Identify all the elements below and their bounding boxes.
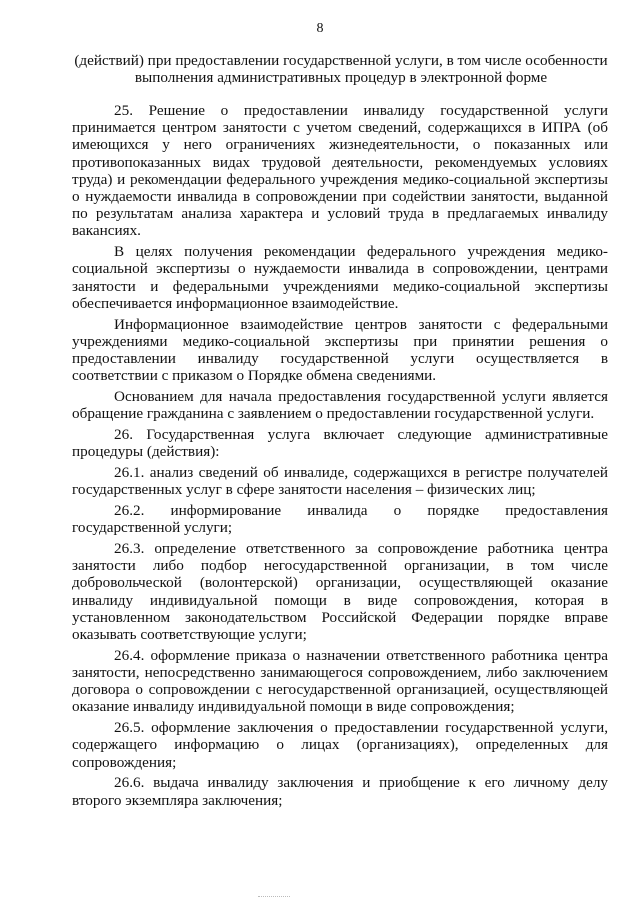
page-number: 8 (316, 21, 324, 36)
paragraph-26-1: 26.1. анализ сведений об инвалиде, содержащихся в регистре получателей государственных услуг в сфере занятости населения – физических лиц; (72, 464, 608, 499)
document-body (72, 102, 608, 812)
paragraph-basis: Основанием для начала предоставления государственной услуги является обращение гражданина с заявлением о предоставлении государственной услуги. (72, 388, 608, 423)
section-heading: (действий) при предоставлении государственной услуги, в том числе особенности выполнения административных процедур в электронной форме (74, 52, 608, 87)
paragraph-26-2: 26.2. информирование инвалида о порядке предоставления государственной услуги; (72, 502, 608, 537)
paragraph-26: 26. Государственная услуга включает следующие административные процедуры (действия): (72, 426, 608, 461)
paragraph-interaction-order: Информационное взаимодействие центров занятости с федеральными учреждениями медико-социальной экспертизы при принятии решения о предоставлении инвалиду государственной услуги осуществляется в соответствии с приказом о Порядке обмена сведениями. (72, 315, 608, 385)
paragraph-26-5: 26.5. оформление заключения о предоставлении государственной услуги, содержащего информацию о лицах (организациях), определенных для сопровождения; (72, 719, 608, 771)
paragraph-25: 25. Решение о предоставлении инвалиду государственной услуги принимается центром занятости с учетом сведений, содержащихся в ИПРА (об имеющихся у него ограничениях жизнедеятельности, о показанных или противопоказанных видах трудовой деятельности, рекомендуемых условиях труда) и рекомендации федерального учреждения медико-социальной экспертизы о нуждаемости инвалида в сопровождении при содействии занятости, выданной по результатам анализа характера и условий труда в предлагаемых инвалиду вакансиях. (72, 102, 608, 240)
scan-footer-mark (258, 896, 290, 898)
paragraph-26-4: 26.4. оформление приказа о назначении ответственного работника центра занятости, непосредственно занимающегося сопровождением, либо заключением договора о сопровождении с негосударственной организацией, осуществляющей оказание инвалиду индивидуальной помощи в виде сопровождения; (72, 646, 608, 716)
paragraph-interaction-purpose: В целях получения рекомендации федерального учреждения медико-социальной экспертизы о нуждаемости инвалида в сопровождении, центрами занятости и федеральными учреждениями медико-социальной экспертизы обеспечивается информационное взаимодействие. (72, 243, 608, 312)
paragraph-26-6: 26.6. выдача инвалиду заключения и приобщение к его личному делу второго экземпляра заключения; (72, 774, 608, 809)
paragraph-26-3: 26.3. определение ответственного за сопровождение работника центра занятости либо подбор негосударственной организации, в том числе добровольческой (волонтерской) организации, осуществляющей оказание инвалиду индивидуальной помощи в виде сопровождения, которая в установленном законодательством Российской Федерации порядке вправе оказывать соответствующие услуги; (72, 540, 608, 644)
